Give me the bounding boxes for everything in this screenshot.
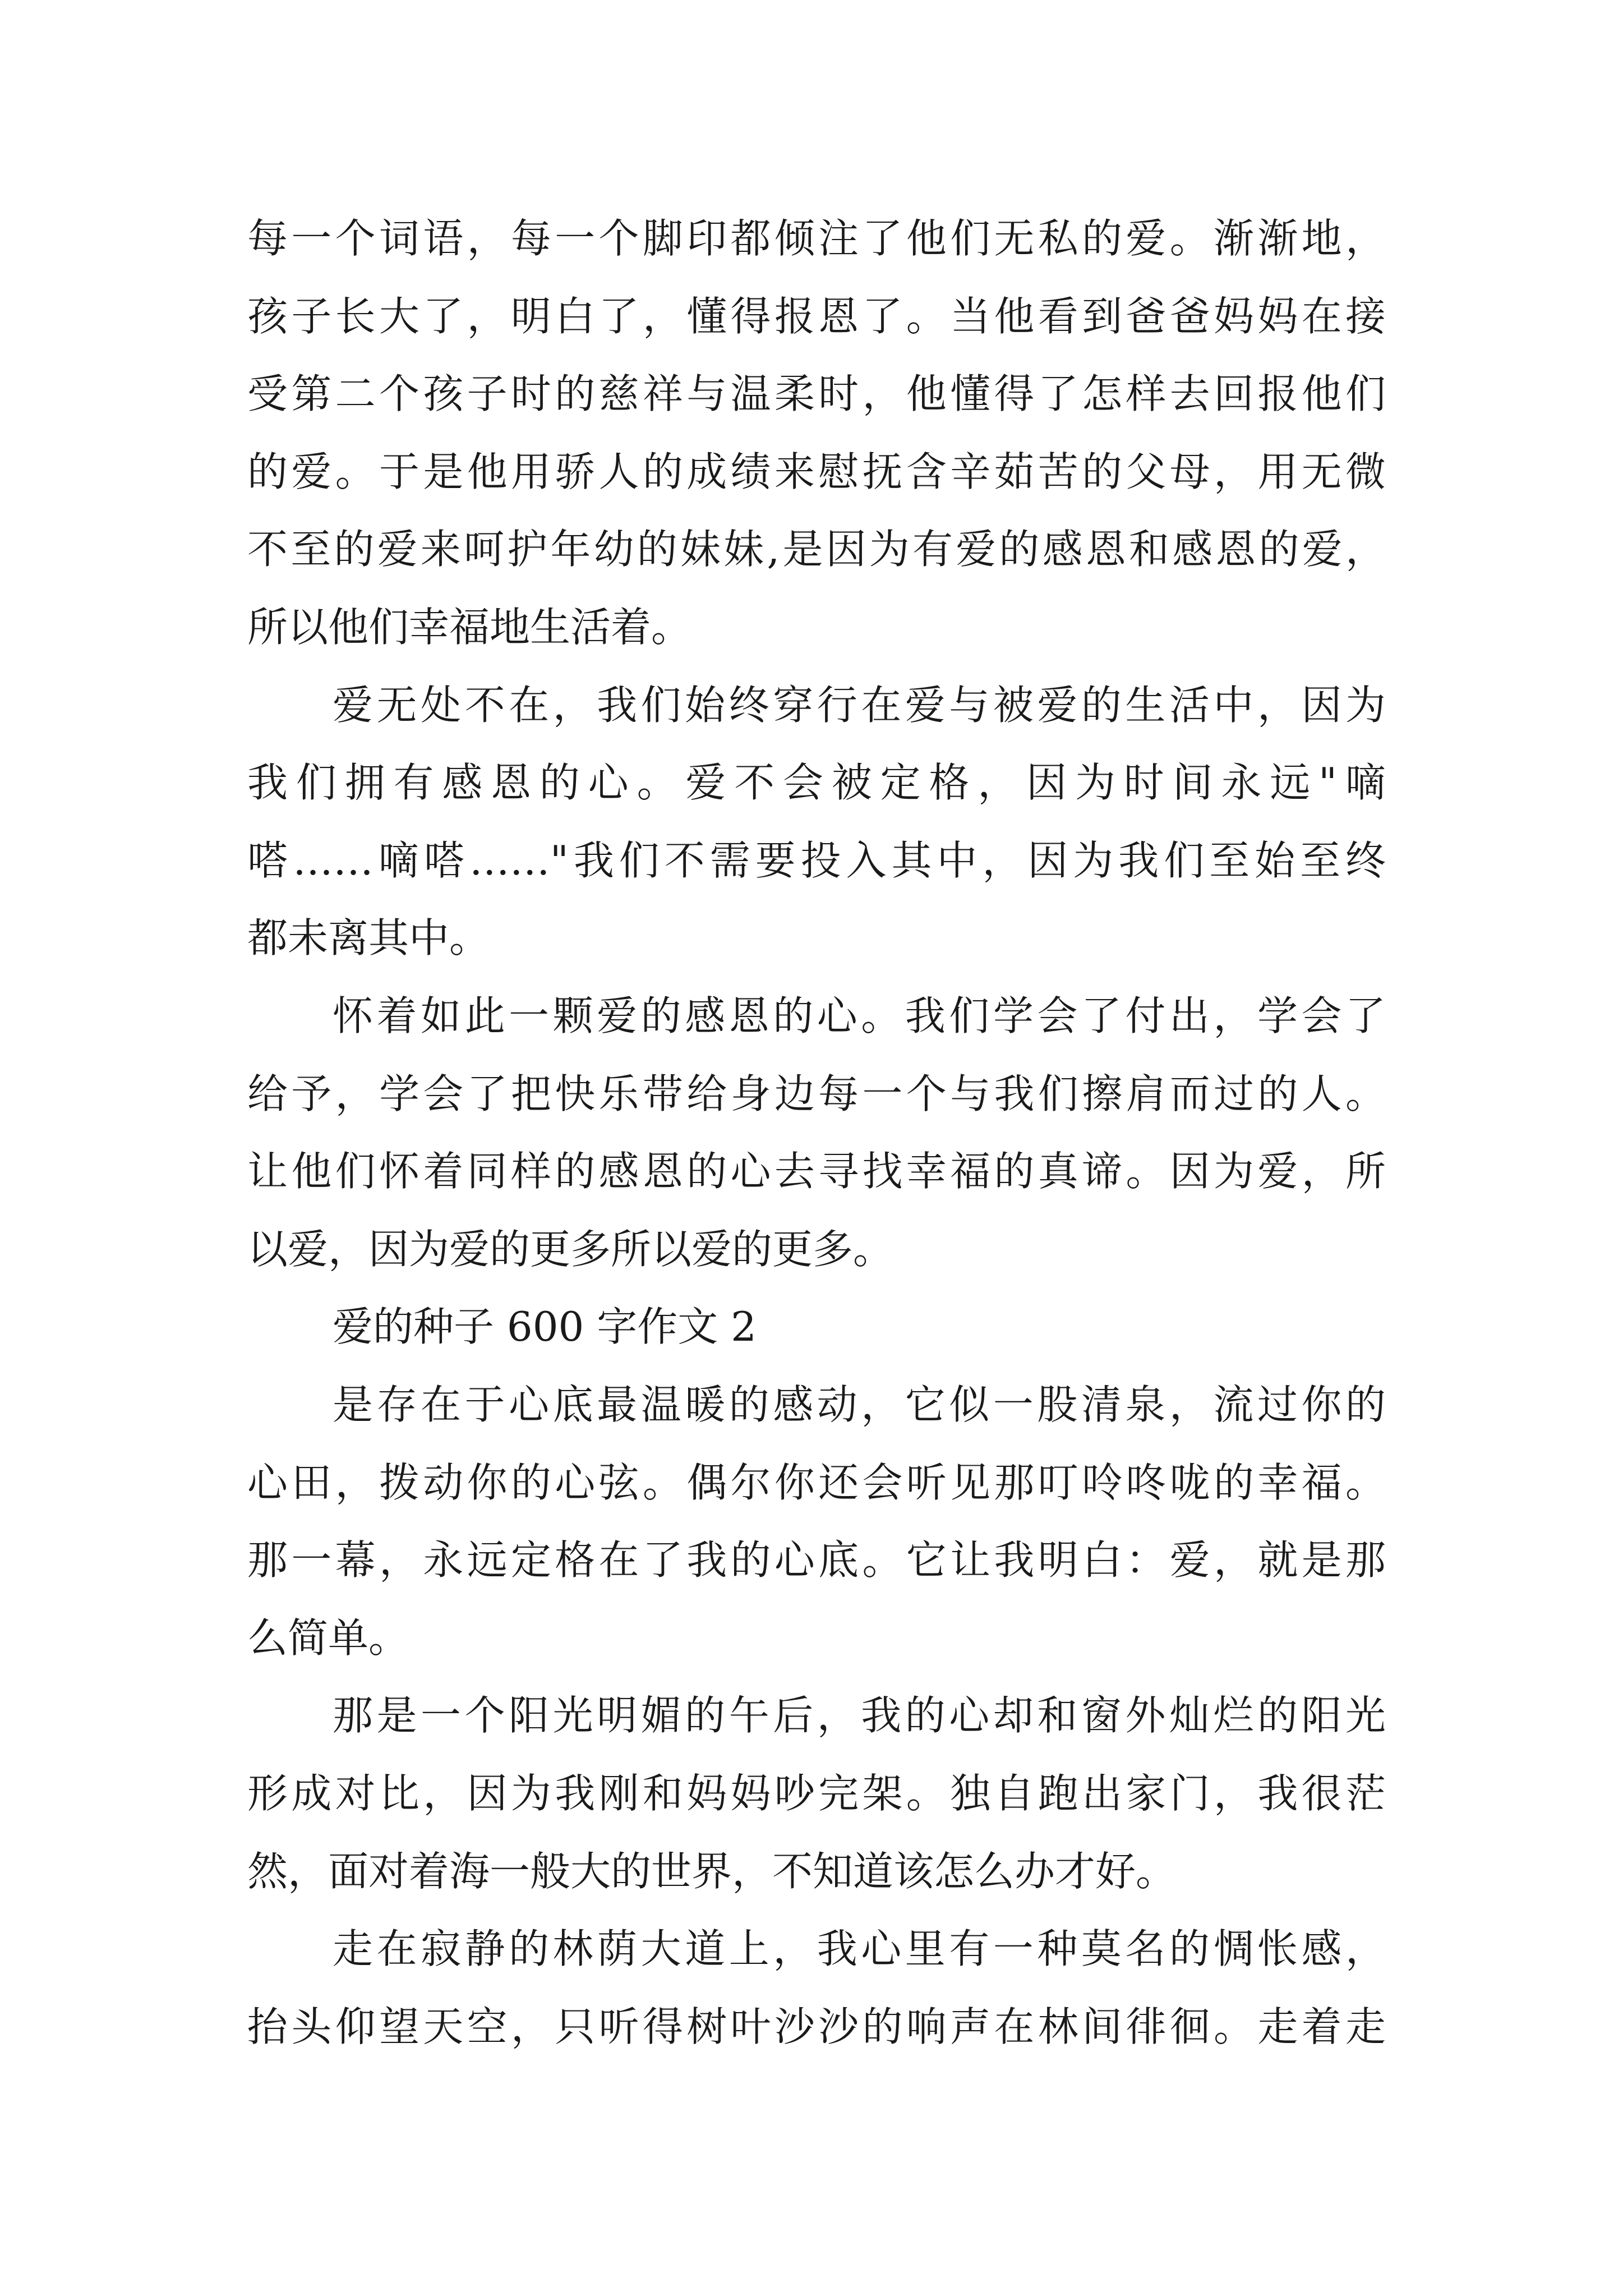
text-line: 那一幕，永远定格在了我的心底。它让我明白：爱，就是那 — [247, 1536, 1386, 1584]
text-line: 那是一个阳光明媚的午后，我的心却和窗外灿烂的阳光 — [333, 1692, 1386, 1739]
text-line: 心田，拨动你的心弦。偶尔你还会听见那叮呤咚咙的幸福。 — [247, 1459, 1386, 1506]
text-line: 然，面对着海一般大的世界，不知道该怎么办才好。 — [247, 1848, 1177, 1895]
text-line: 都未离其中。 — [247, 914, 490, 961]
text-line: 让他们怀着同样的感恩的心去寻找幸福的真谛。因为爱，所 — [247, 1148, 1386, 1195]
text-line: 走在寂静的林荫大道上，我心里有一种莫名的惆怅感， — [333, 1925, 1386, 1972]
text-line: 每一个词语，每一个脚印都倾注了他们无私的爱。渐渐地， — [247, 215, 1386, 262]
text-line: 怀着如此一颗爱的感恩的心。我们学会了付出，学会了 — [333, 992, 1386, 1039]
text-line: 么简单。 — [247, 1614, 409, 1662]
text-line: 爱的种子 600 字作文 2 — [333, 1303, 757, 1350]
text-line: 所以他们幸福地生活着。 — [247, 604, 692, 651]
text-line: 抬头仰望天空，只听得树叶沙沙的响声在林间徘徊。走着走 — [247, 2003, 1386, 2050]
text-line: 的爱。于是他用骄人的成绩来慰抚含辛茹苦的父母，用无微 — [247, 448, 1386, 495]
text-line: 给予，学会了把快乐带给身边每一个与我们擦肩而过的人。 — [247, 1070, 1386, 1117]
text-line: 是存在于心底最温暖的感动，它似一股清泉，流过你的 — [333, 1381, 1386, 1428]
text-line: 嗒……嘀嗒……"我们不需要投入其中，因为我们至始至终 — [247, 837, 1386, 884]
text-line: 孩子长大了，明白了，懂得报恩了。当他看到爸爸妈妈在接 — [247, 293, 1386, 340]
text-line: 我们拥有感恩的心。爱不会被定格，因为时间永远"嘀 — [247, 759, 1386, 806]
text-line: 形成对比，因为我刚和妈妈吵完架。独自跑出家门，我很茫 — [247, 1770, 1386, 1817]
text-line: 爱无处不在，我们始终穿行在爱与被爱的生活中，因为 — [333, 682, 1386, 729]
text-line: 受第二个孩子时的慈祥与温柔时，他懂得了怎样去回报他们 — [247, 370, 1386, 417]
text-line: 不至的爱来呵护年幼的妹妹,是因为有爱的感恩和感恩的爱， — [247, 526, 1386, 573]
text-line: 以爱，因为爱的更多所以爱的更多。 — [247, 1226, 894, 1273]
